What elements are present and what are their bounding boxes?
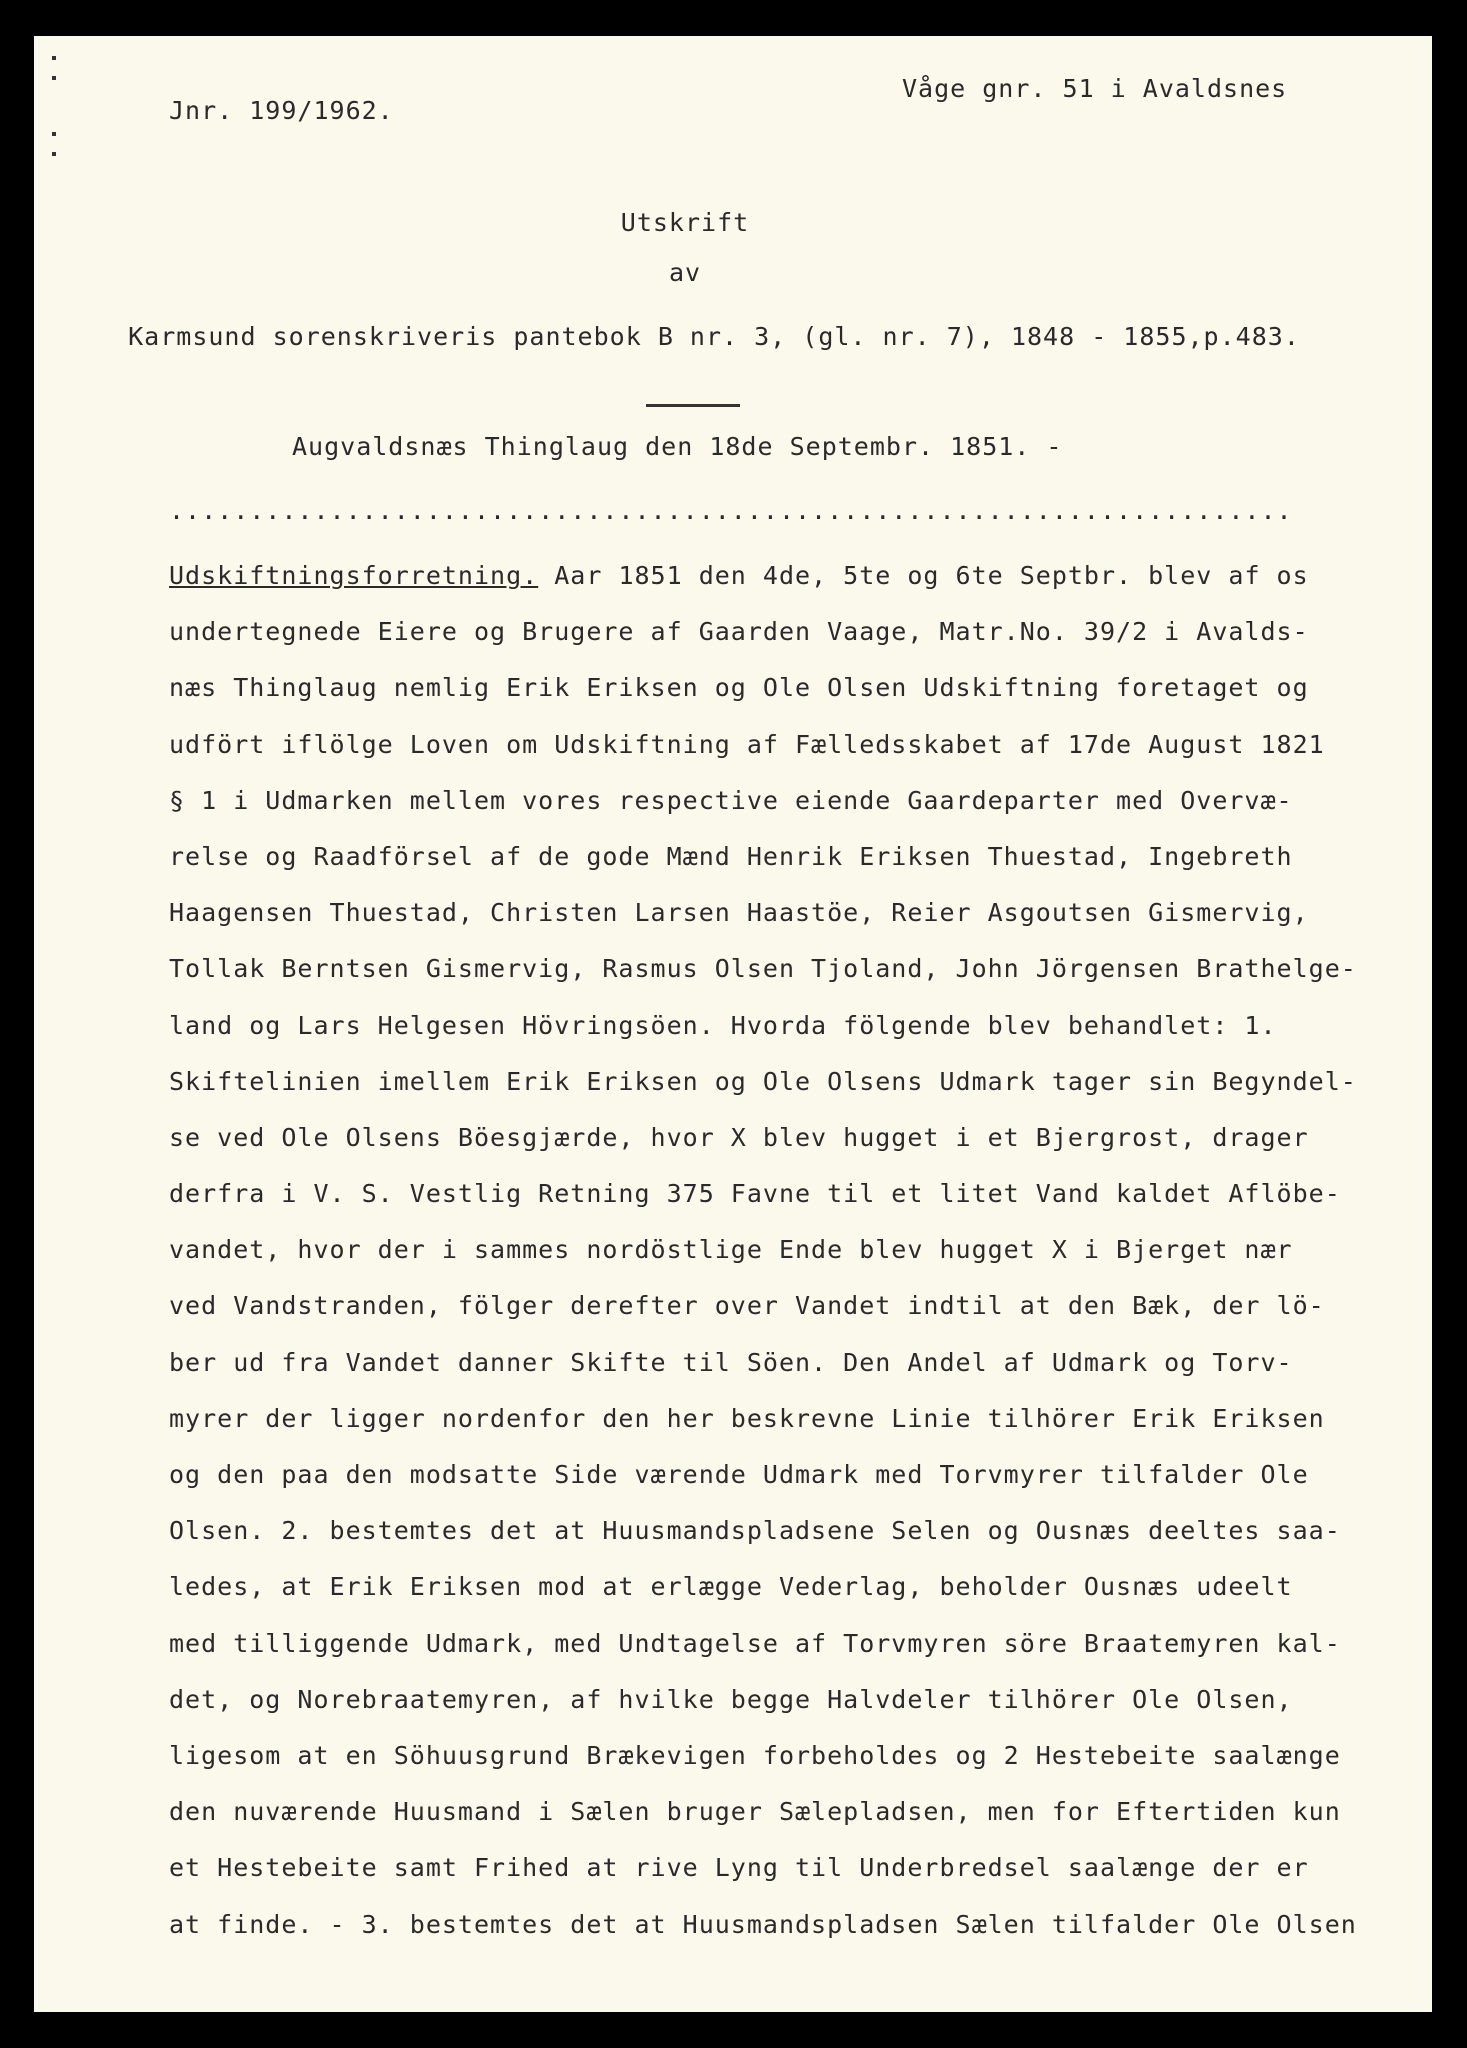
body-line: ledes, at Erik Eriksen mod at erlægge Vederlag, beholder Ousnæs udeelt [169, 1572, 1293, 1602]
body-line: ligesom at en Söhuusgrund Brækevigen forbeholdes og 2 Hestebeite saalænge [169, 1740, 1341, 1770]
body-line: Tollak Berntsen Gismervig, Rasmus Olsen Tjoland, John Jörgensen Brathelge- [169, 954, 1357, 984]
margin-mark [52, 76, 56, 80]
body-line: udfört iflölge Loven om Udskiftning af Fælledsskabet af 17de August 1821 [169, 729, 1325, 759]
body-line: se ved Ole Olsens Böesgjærde, hvor X blev hugget i et Bjergrost, drager [169, 1122, 1309, 1152]
divider-rule [646, 404, 740, 407]
body-line: myrer der ligger nordenfor den her beskrevne Linie tilhörer Erik Eriksen [169, 1403, 1325, 1433]
body-line: den nuværende Huusmand i Sælen bruger Sælepladsen, men for Eftertiden kun [169, 1797, 1341, 1827]
body-line-text: Aar 1851 den 4de, 5te og 6te Septbr. blev af os [538, 561, 1309, 590]
property-location: Våge gnr. 51 i Avaldsnes [902, 74, 1288, 103]
body-line: et Hestebeite samt Frihed at rive Lyng til Underbredsel saalænge der er [169, 1853, 1309, 1883]
margin-mark [52, 152, 56, 156]
body-line: relse og Raadförsel af de gode Mænd Henrik Eriksen Thuestad, Ingebreth [169, 841, 1293, 871]
body-line-1 [169, 548, 1432, 604]
body-line: med tilliggende Udmark, med Undtagelse af Torvmyren söre Braatemyren kal- [169, 1628, 1341, 1658]
journal-number: Jnr. 199/1962. [169, 96, 394, 125]
document-title: Utskrift [620, 208, 750, 237]
body-line: Haagensen Thuestad, Christen Larsen Haastöe, Reier Asgoutsen Gismervig, [169, 898, 1309, 928]
body-line: Skiftelinien imellem Erik Eriksen og Ole Olsens Udmark tager sin Begyndel- [169, 1066, 1357, 1096]
body-line: ber ud fra Vandet danner Skifte til Söen. Den Andel af Udmark og Torv- [169, 1347, 1293, 1377]
body-line: vandet, hvor der i sammes nordöstlige Ende blev hugget X i Bjerget nær [169, 1235, 1293, 1265]
body-line: § 1 i Udmarken mellem vores respective eiende Gaardeparter med Overvæ- [169, 785, 1293, 815]
title-connector: av [668, 258, 702, 287]
body-line: ved Vandstranden, fölger derefter over Vandet indtil at den Bæk, der lö- [169, 1291, 1325, 1321]
dotted-separator: ...................................................................... [169, 496, 1293, 525]
document-body [169, 548, 1432, 1953]
session-heading: Augvaldsnæs Thinglaug den 18de Septembr. 1851. - [292, 432, 1063, 461]
margin-mark [52, 56, 56, 60]
body-line: næs Thinglaug nemlig Erik Eriksen og Ole Olsen Udskiftning foretaget og [169, 673, 1309, 703]
body-line: land og Lars Helgesen Hövringsöen. Hvorda fölgende blev behandlet: 1. [169, 1010, 1277, 1040]
body-line: at finde. - 3. bestemtes det at Huusmandspladsen Sælen tilfalder Ole Olsen [169, 1909, 1357, 1939]
body-line: Olsen. 2. bestemtes det at Huusmandspladsene Selen og Ousnæs deeltes saa- [169, 1516, 1341, 1546]
body-line: og den paa den modsatte Side værende Udmark med Torvmyrer tilfalder Ole [169, 1460, 1309, 1489]
margin-mark [52, 132, 56, 136]
document-page [34, 36, 1432, 2012]
body-line: derfra i V. S. Vestlig Retning 375 Favne til et litet Vand kaldet Aflöbe- [169, 1179, 1341, 1209]
body-line: undertegnede Eiere og Brugere af Gaarden Vaage, Matr.No. 39/2 i Avalds- [169, 617, 1309, 647]
source-reference: Karmsund sorenskriveris pantebok B nr. 3, (gl. nr. 7), 1848 - 1855,p.483. [128, 322, 1300, 351]
section-heading: Udskiftningsforretning. [169, 561, 539, 590]
body-line: det, og Norebraatemyren, af hvilke begge Halvdeler tilhörer Ole Olsen, [169, 1684, 1293, 1714]
